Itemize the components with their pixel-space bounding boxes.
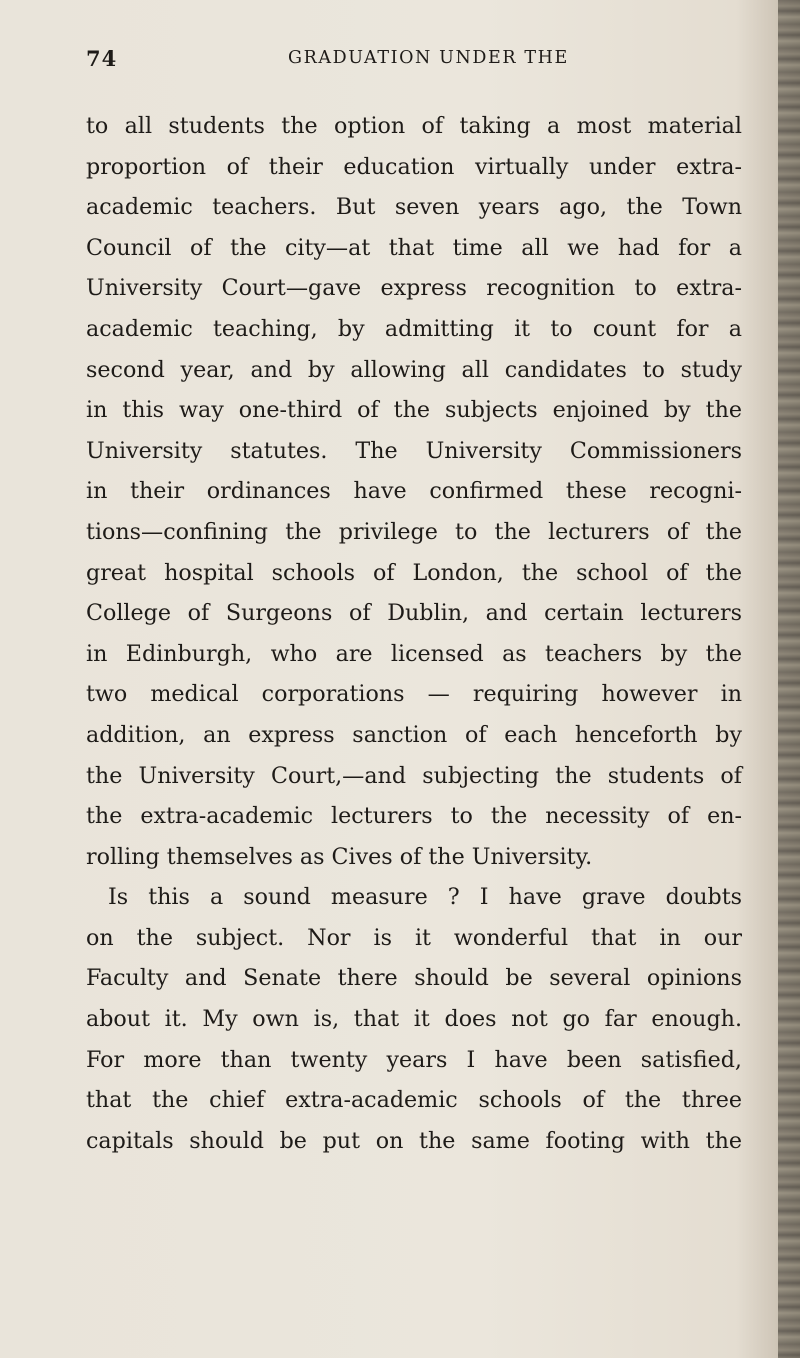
text-line: academic teaching, by admitting it to count for a <box>86 315 742 342</box>
text-line: in this way one-third of the subjects enjoined by the <box>86 397 742 424</box>
text-line: addition, an express sanction of each henceforth by <box>86 721 742 748</box>
text-line: the extra-academic lecturers to the necessity of en- <box>86 803 742 830</box>
text-line: about it. My own is, that it does not go far enough. <box>86 1006 742 1033</box>
running-head-title: GRADUATION UNDER THE <box>288 48 569 68</box>
text-line: in their ordinances have confirmed these recogni- <box>86 478 742 505</box>
text-line: on the subject. Nor is it wonderful that in our <box>86 924 742 951</box>
text-line: College of Surgeons of Dublin, and certain lecturers <box>86 600 742 627</box>
text-line: academic teachers. But seven years ago, the Town <box>86 194 742 221</box>
text-line: University Court—gave express recognition to extra- <box>86 275 742 302</box>
body-text <box>86 106 742 1161</box>
text-line: in Edinburgh, who are licensed as teachers by the <box>86 640 742 667</box>
text-line: that the chief extra-academic schools of the three <box>86 1087 742 1114</box>
text-line: great hospital schools of London, the school of the <box>86 559 742 586</box>
page-binding-edge <box>778 0 800 1358</box>
text-line: tions—confining the privilege to the lecturers of the <box>86 518 742 545</box>
text-line: proportion of their education virtually under extra- <box>86 153 742 180</box>
text-line: Council of the city—at that time all we had for a <box>86 234 742 261</box>
text-line: Faculty and Senate there should be several opinions <box>86 965 742 992</box>
text-line: the University Court,—and subjecting the students of <box>86 762 742 789</box>
running-head <box>86 46 746 78</box>
text-line: second year, and by allowing all candidates to study <box>86 356 742 383</box>
text-line: For more than twenty years I have been satisfied, <box>86 1046 742 1073</box>
text-line: two medical corporations — requiring however in <box>86 681 742 708</box>
text-line-paragraph-end: rolling themselves as Cives of the University. <box>86 843 593 870</box>
text-line: capitals should be put on the same footing with the <box>86 1127 742 1154</box>
text-line: University statutes. The University Commissioners <box>86 437 742 464</box>
text-line: to all students the option of taking a most material <box>86 113 742 139</box>
text-line-paragraph-start: Is this a sound measure ? I have grave doubts <box>108 884 742 911</box>
page-number: 74 <box>86 46 118 71</box>
